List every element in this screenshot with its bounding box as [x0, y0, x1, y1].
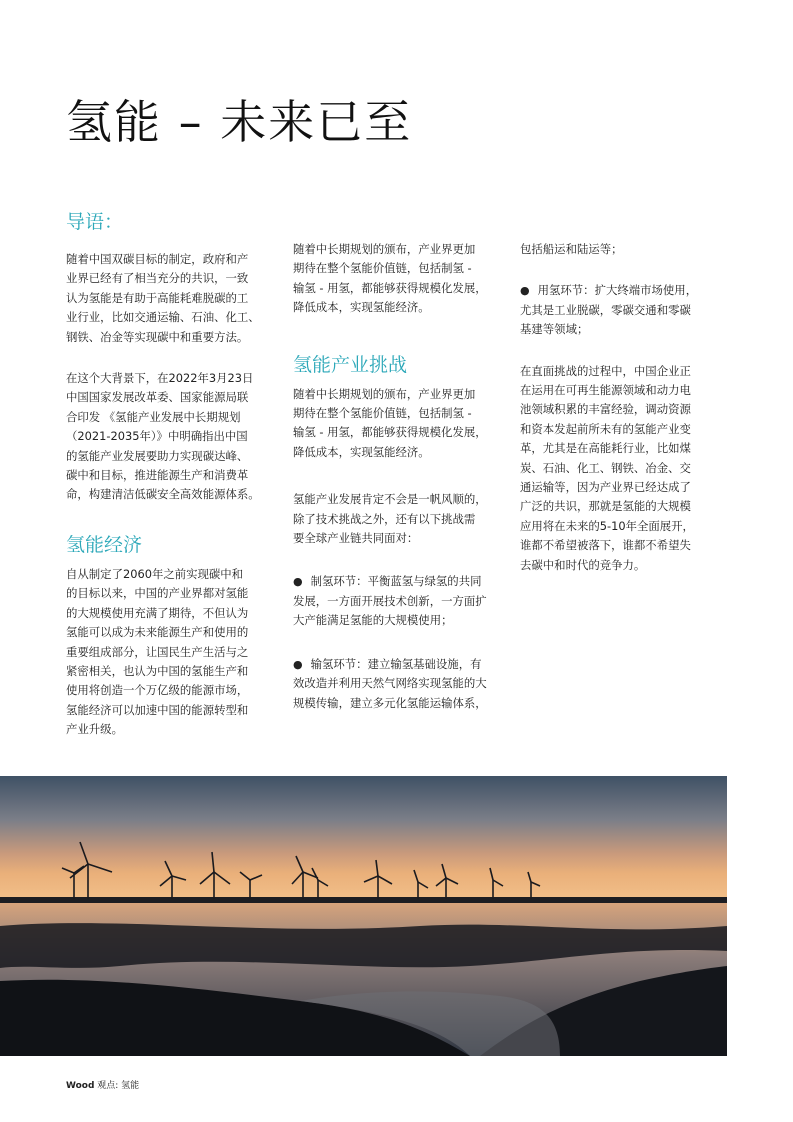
- intro-paragraph-1: 随着中国双碳目标的制定，政府和产 业界已经有了相当充分的共识，一致 认为氢能是有助于高能耗难脱碳的工 业行业，比如交通运输、石油、化工、 钢铁、冶金等实现碳中和重要方法。: [66, 252, 260, 344]
- industry-paragraph: 在直面挑战的过程中，中国企业正 在运用在可再生能源领域和动力电 池领域积累的丰富经验，调动资源 和资本发起前所未有的氢能产业变 革，尤其是在高能耗行业，比如煤 炭、石油、化工、钢铁、冶金、交 通运输等，因为产业界已经达成了 广泛的共识，那就是氢能的大规模 应用将在未来的5-10年全面展开， 谁都不希望被落下，谁都不希望失 去碳中和时代的竞争力。: [520, 363, 694, 572]
- bullet-dot: ●: [293, 657, 303, 671]
- wind-turbine-sunset-photo: [0, 776, 727, 1056]
- intro-paragraph-2: 在这个大背景下，在2022年3月23日 中国国家发展改革委、国家能源局联 合印发 《氢能产业发展中长期规划 （2021-2035年）》中明确指出中国 的氢能产业发展要助力实现碳达峰、 碳中和目标，推进能源生产和消费革 命，构建清洁低碳安全高效能源体系。: [66, 371, 260, 502]
- page-title: 氢能 – 未来已至: [66, 95, 413, 149]
- footer-brand: Wood: [66, 1081, 95, 1091]
- bullet-dot: ●: [293, 575, 303, 589]
- bullet-production: [293, 572, 499, 630]
- footer: [66, 1078, 139, 1091]
- bullet-dot: ●: [520, 284, 530, 298]
- column-1: [66, 208, 272, 740]
- challenge-paragraph-2: 氢能产业发展肯定不会是一帆风顺的， 除了技术挑战之外，还有以下挑战需 要全球产业链共同面对：: [293, 492, 487, 546]
- transport-continued: 包括船运和陆运等；: [520, 242, 623, 256]
- column-2: [293, 240, 499, 713]
- intro-heading: 导语：: [66, 211, 124, 233]
- bullet-production-text: 制氢环节：平衡蓝氢与绿氢的共同 发展，一方面开展技术创新，一方面扩 大产能满足氢能的大规模使用；: [293, 574, 487, 628]
- value-chain-paragraph: 随着中长期规划的颁布，产业界更加 期待在整个氢能价值链，包括制氢 - 输氢 - 用氢，都能够获得规模化发展， 降低成本，实现氢能经济。: [293, 242, 487, 315]
- economy-paragraph: 自从制定了2060年之前实现碳中和 的目标以来，中国的产业界都对氢能 的大规模使用充满了期待，不但认为 氢能可以成为未来能源生产和使用的 重要组成部分，让国民生产生活与之 紧密相关，也认为中国的氢能生产和 使用将创造一个万亿级的能源市场， 氢能经济可以加速中国的能源转型和 产业升级。: [66, 566, 249, 737]
- bullet-transport: [293, 655, 499, 713]
- column-3: [520, 240, 726, 575]
- bullet-usage: [520, 281, 726, 339]
- challenge-paragraph-1: 随着中长期规划的颁布，产业界更加 期待在整个氢能价值链，包括制氢 - 输氢 - 用氢，都能够获得规模化发展， 降低成本，实现氢能经济。: [293, 386, 487, 459]
- economy-heading: 氢能经济: [66, 533, 143, 556]
- bullet-transport-text: 输氢环节：建立输氢基础设施，有 效改造并利用天然气网络实现氢能的大 规模传输，建立多元化氢能运输体系，: [293, 656, 487, 710]
- bullet-usage-text: 用氢环节：扩大终端市场使用， 尤其是工业脱碳，零碳交通和零碳 基建等领域；: [520, 283, 698, 337]
- challenge-heading: 氢能产业挑战: [293, 353, 408, 376]
- footer-text: 观点: 氢能: [94, 1081, 140, 1091]
